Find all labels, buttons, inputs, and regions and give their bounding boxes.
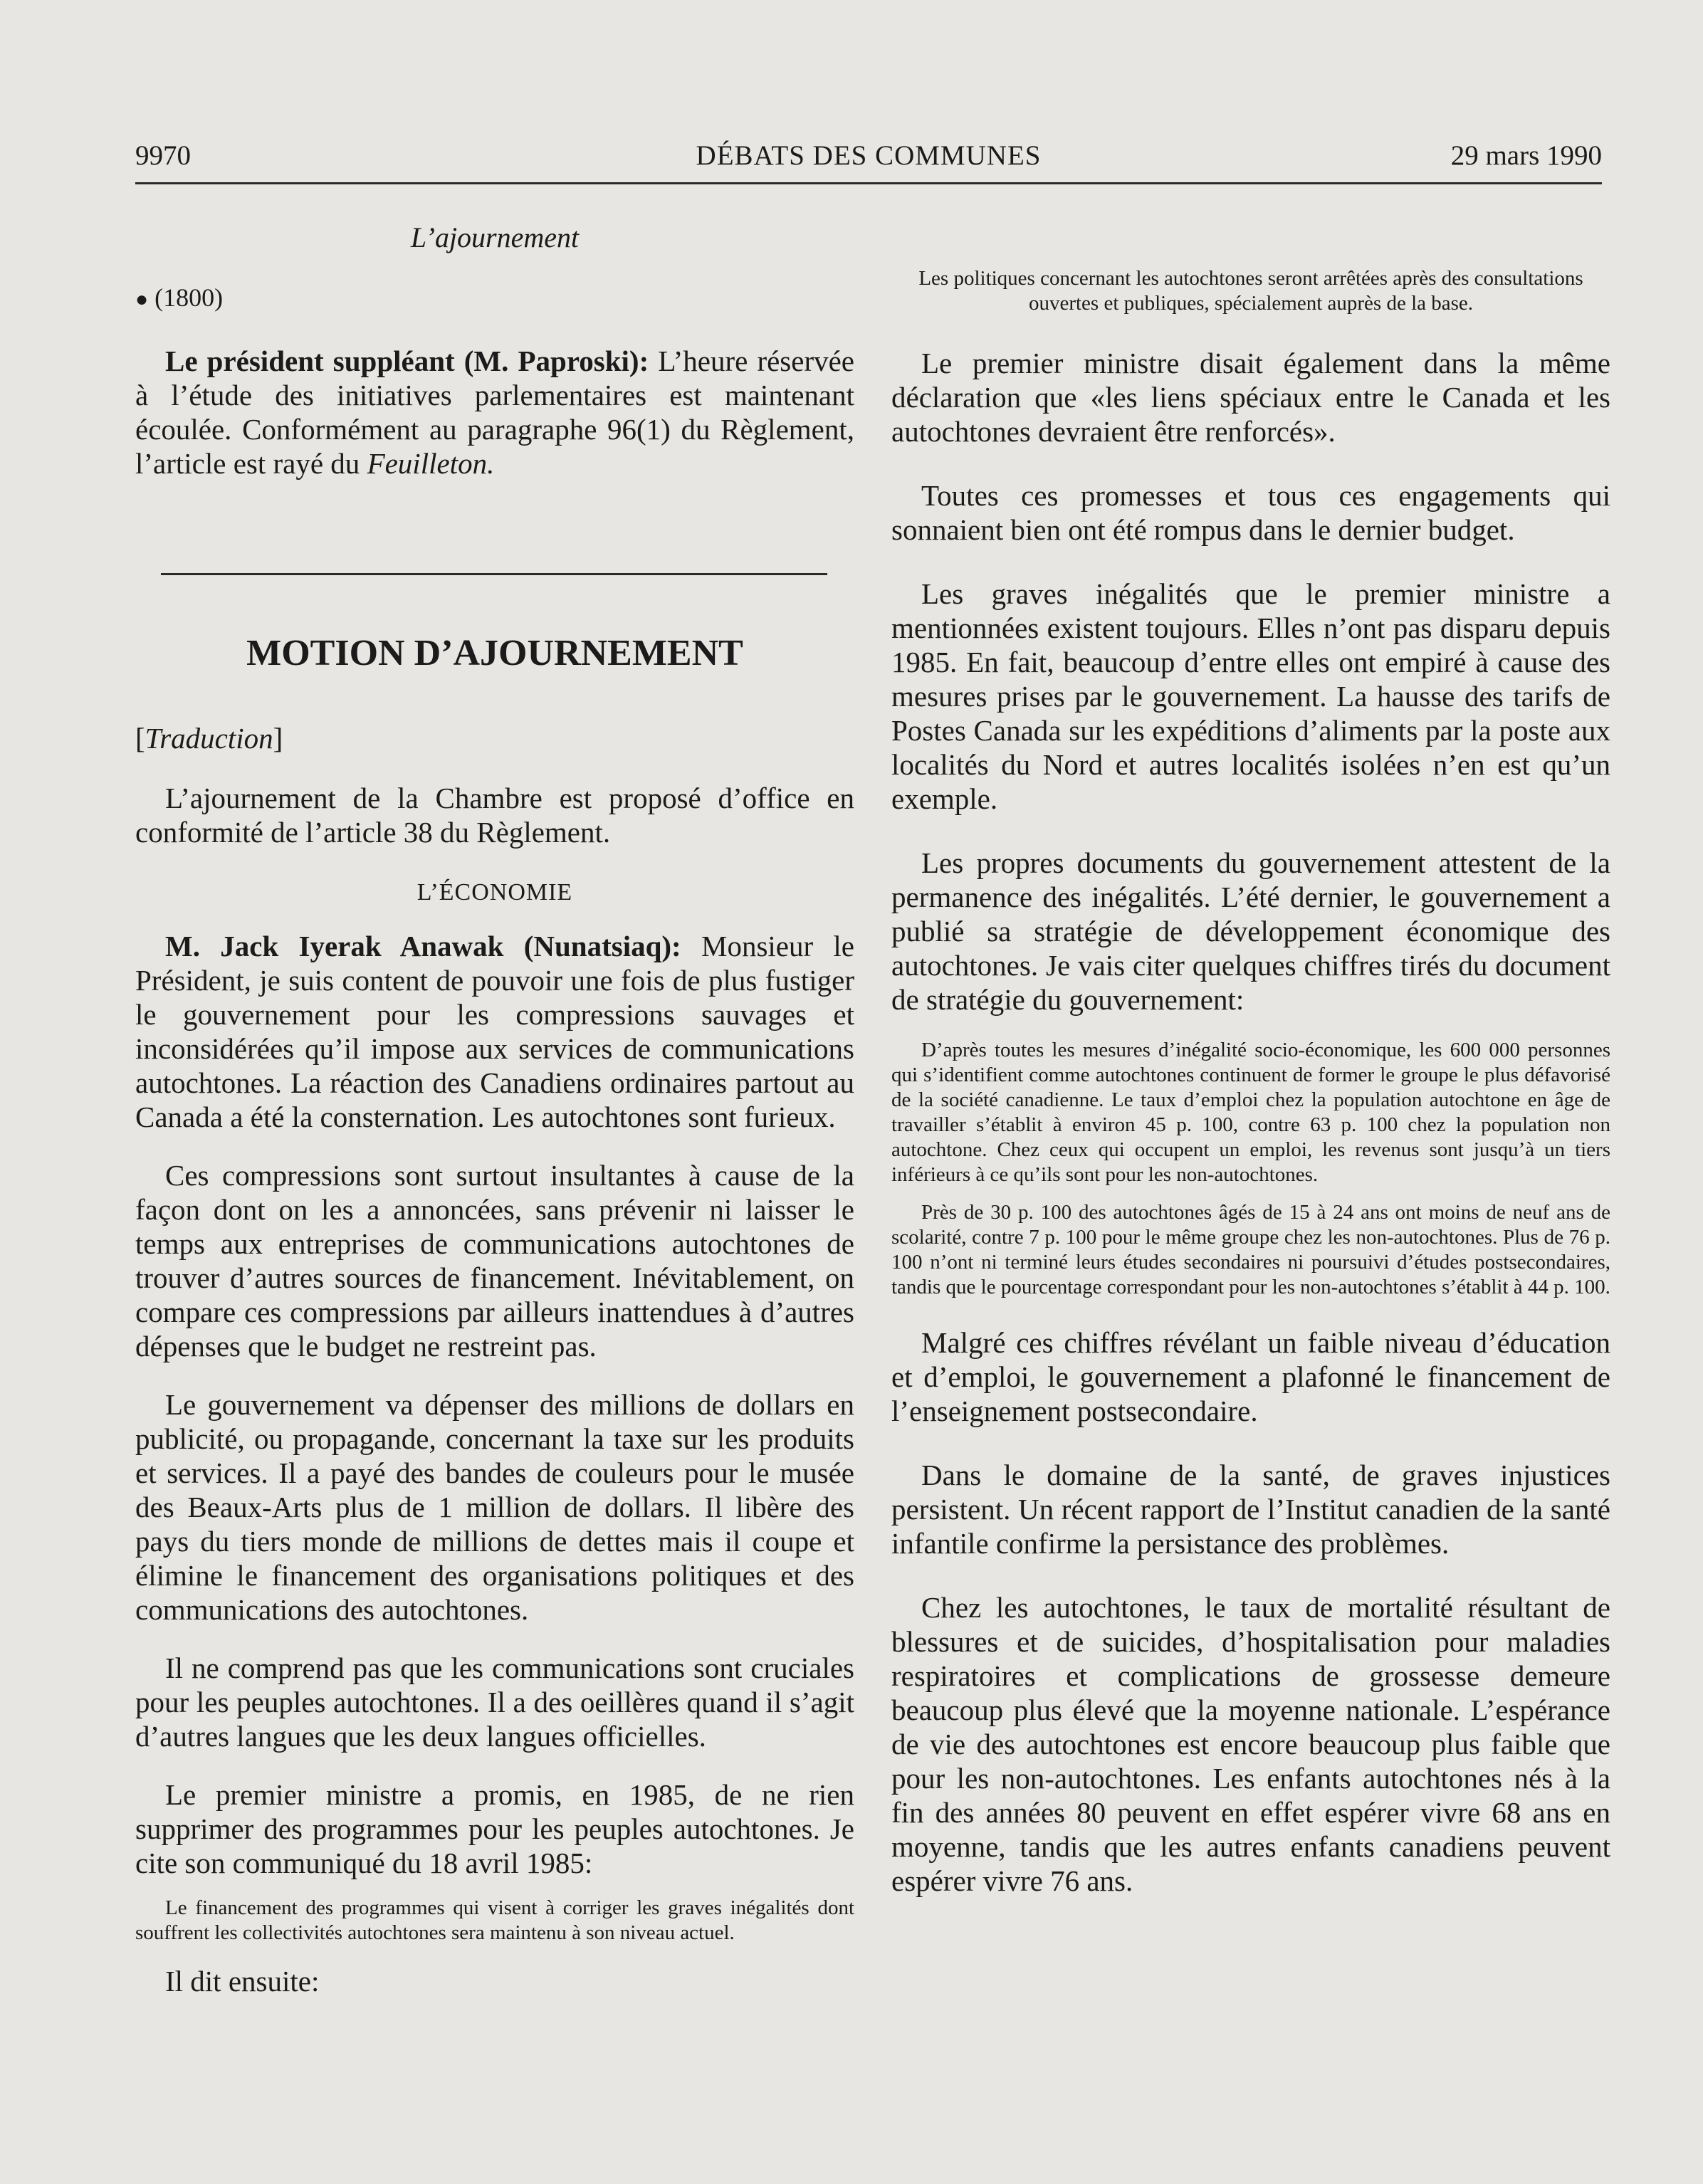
translation-text: Traduction <box>145 722 273 755</box>
block-quote: Les politiques concernant les autochtones seront arrêtées après des consultations ouvertes et publiques, spécialement auprès de la base. <box>918 267 1583 315</box>
paragraph: Le gouvernement va dépenser des millions de dollars en publicité, ou propagande, concernant la taxe sur les produits et services. Il a payé des bandes de couleurs pour le musée des Beaux-Arts plus de 1 million de dollars. Il libère des pays du tiers monde de millions de dettes mais il coupe et élimine le financement des organisations politiques et des communications des autochtones. <box>135 1388 854 1626</box>
page-header <box>135 140 1602 175</box>
paragraph: Il dit ensuite: <box>165 1965 320 1997</box>
paragraph: Les graves inégalités que le premier ministre a mentionnées existent toujours. Elles n’ont pas disparu depuis 1985. En fait, beaucoup d’entre elles ont empiré à cause des mesures prises par le gouvernement. La hausse des tarifs de Postes Canada sur les expéditions d’aliments par la poste aux localités du Nord et autres localités isolées n’en est qu’un exemple. <box>891 577 1610 815</box>
paragraph: Ces compressions sont surtout insultantes à cause de la façon dont on les a annoncées, sans prévenir ni laisser le temps aux entreprises de communications autochtones de trouver d’autres sources de financement. Inévitablement, on compare ces compressions par ailleurs inattendues à d’autres dépenses que le budget ne restreint pas. <box>135 1159 854 1363</box>
speaker-name: M. Jack Iyerak Anawak (Nunatsiaq): <box>165 930 681 962</box>
left-column <box>135 214 854 1998</box>
paragraph: Dans le domaine de la santé, de graves injustices persistent. Un récent rapport de l’Institut canadien de la santé infantile confirme la persistance des problèmes. <box>891 1459 1610 1560</box>
header-rule <box>135 182 1602 184</box>
italic-term: Feuilleton. <box>367 447 495 480</box>
paragraph: Toutes ces promesses et tous ces engagements qui sonnaient bien ont été rompus dans le dernier budget. <box>891 479 1610 546</box>
section-separator <box>161 573 827 575</box>
speaker-name: Le président suppléant (M. Paproski): <box>165 345 649 377</box>
paragraph: Chez les autochtones, le taux de mortalité résultant de blessures et de suicides, d’hospitalisation pour maladies respiratoires et complications de grossesse demeure beaucoup plus élevé que la moyenne nationale. L’espérance de vie des autochtones est encore beaucoup plus faible que pour les non-autochtones. Les enfants autochtones nés à la fin des années 80 peuvent en effet espérer vivre 68 ans en moyenne, tandis que les autres enfants canadiens peuvent espérer vivre 76 ans. <box>891 1591 1610 1897</box>
page-number: 9970 <box>135 140 191 171</box>
paragraph: Malgré ces chiffres révélant un faible niveau d’éducation et d’emploi, le gouvernement a plafonné le financement de l’enseignement postsecondaire. <box>891 1326 1610 1427</box>
paragraph-text: L’heure réservée à l’étude des initiatives parlementaires est maintenant écoulée. Conformément au paragraphe 96(1) du Règlement, l’article est rayé du <box>135 345 854 480</box>
paragraph <box>135 929 854 1134</box>
block-quote: Près de 30 p. 100 des autochtones âgés de 15 à 24 ans ont moins de neuf ans de scolarité, contre 7 p. 100 pour le même groupe chez les non-autochtones. Plus de 76 p. 100 n’ont ni terminé leurs études secondaires ni poursuivi d’études postsecondaires, tandis que le pourcentage correspondant pour les non-autochtones s’établit à 44 p. 100. <box>891 1201 1610 1298</box>
paragraph <box>135 344 854 481</box>
paragraph: Les propres documents du gouvernement attestent de la permanence des inégalités. L’été dernier, le gouvernement a publié sa stratégie de développement économique des autochtones. Je vais citer quelques chiffres tirés du document de stratégie du gouvernement: <box>891 846 1610 1016</box>
publication-date: 29 mars 1990 <box>1450 140 1602 171</box>
right-column <box>891 214 1610 1898</box>
block-quote: D’après toutes les mesures d’inégalité socio-économique, les 600 000 personnes qui s’identifient comme autochtones continuent de former le groupe le plus défavorisé de la société canadienne. Le taux d’emploi chez la population autochtone en âge de travailler s’établit à environ 45 p. 100, contre 63 p. 100 chez la population non autochtone. Chez ceux qui occupent un emploi, les revenus sont jusqu’à un tiers inférieurs à ce qu’ils sont pour les non-autochtones. <box>891 1039 1610 1186</box>
paragraph: Le premier ministre disait également dans la même déclaration que «les liens spéciaux entre le Canada et les autochtones devraient être renforcés». <box>891 347 1610 448</box>
subject-heading: L’ÉCONOMIE <box>416 879 573 905</box>
motion-heading: MOTION D’AJOURNEMENT <box>246 633 743 673</box>
translation-label: [Traduction] <box>135 722 283 755</box>
paragraph: Il ne comprend pas que les communications sont cruciales pour les peuples autochtones. Il a des oeillères quand il s’agit d’autres langues que les deux langues officielles. <box>135 1652 854 1753</box>
time-marker-text: (1800) <box>154 283 224 312</box>
bullet-icon: ● <box>135 288 149 311</box>
time-marker <box>135 283 854 313</box>
block-quote: Le financement des programmes qui visent à corriger les graves inégalités dont souffrent les collectivités autochtones sera maintenu à son niveau actuel. <box>135 1896 854 1944</box>
section-title: L’ajournement <box>410 221 580 253</box>
paragraph: Le premier ministre a promis, en 1985, de ne rien supprimer des programmes pour les peuples autochtones. Je cite son communiqué du 18 avril 1985: <box>135 1778 854 1879</box>
publication-title: DÉBATS DES COMMUNES <box>696 140 1042 171</box>
paragraph-text: Monsieur le Président, je suis content de pouvoir une fois de plus fustiger le gouvernement pour les compressions sauvages et inconsidérées qu’il impose aux services de communications autochtones. La réaction des Canadiens ordinaires partout au Canada a été la consternation. Les autochtones sont furieux. <box>135 930 854 1133</box>
paragraph: L’ajournement de la Chambre est proposé d’office en conformité de l’article 38 du Règlement. <box>135 782 854 849</box>
